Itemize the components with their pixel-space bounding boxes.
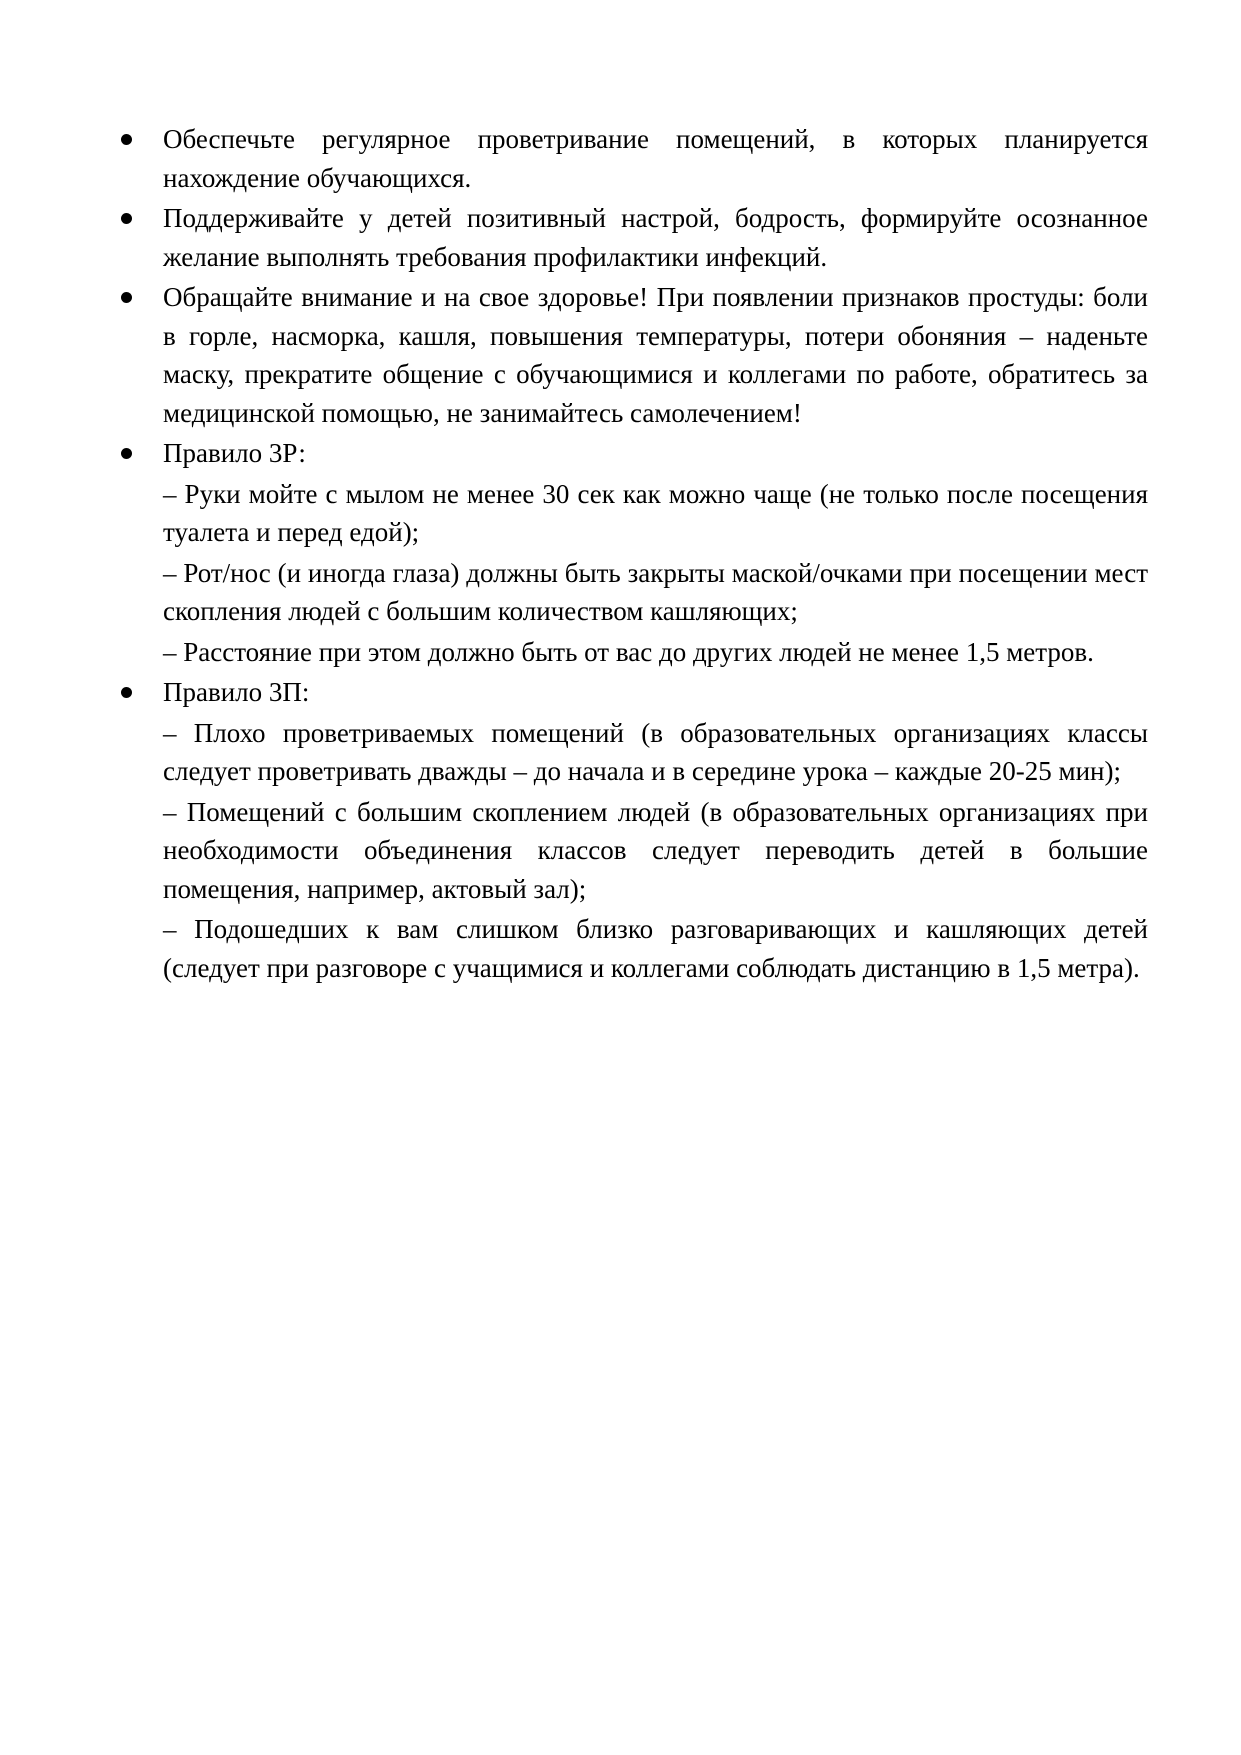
rule-3p-heading: Правило 3П:	[163, 677, 310, 707]
list-item	[163, 673, 1148, 987]
list-item	[163, 434, 1148, 671]
bullet-list	[163, 120, 1148, 987]
rule-3p-line: – Подошедших к вам слишком близко разговаривающих и кашляющих детей (следует при разговоре с учащимися и коллегами соблюдать дистанцию в 1,5 метра).	[163, 914, 1148, 983]
bullet-icon	[121, 292, 132, 303]
list-item-text: Поддерживайте у детей позитивный настрой, бодрость, формируйте осознанное желание выполнять требования профилактики инфекций.	[163, 203, 1148, 272]
list-item-text: Обращайте внимание и на свое здоровье! При появлении признаков простуды: боли в горле, насморка, кашля, повышения температуры, потери обоняния – наденьте маску, прекратите общение с обучающимися и коллегами по работе, обратитесь за медицинской помощью, не занимайтесь самолечением!	[163, 282, 1148, 428]
rule-3p-line: – Помещений с большим скоплением людей (в образовательных организациях при необходимости объединения классов следует переводить детей в большие помещения, например, актовый зал);	[163, 796, 1148, 904]
rule-3r-line: – Руки мойте с мылом не менее 30 сек как можно чаще (не только после посещения туалета и перед едой);	[163, 478, 1148, 547]
bullet-icon	[121, 687, 132, 698]
list-item	[163, 278, 1148, 432]
rule-3r-line: – Рот/нос (и иногда глаза) должны быть закрыты маской/очками при посещении мест скопления людей с большим количеством кашляющих;	[163, 557, 1148, 626]
bullet-icon	[121, 134, 132, 145]
list-item	[163, 199, 1148, 276]
rule-3r-line: – Расстояние при этом должно быть от вас до других людей не менее 1,5 метров.	[163, 636, 1094, 667]
bullet-icon	[121, 448, 132, 459]
bullet-icon	[121, 213, 132, 224]
rule-3r-heading: Правило 3Р:	[163, 438, 306, 468]
document-body	[163, 120, 1148, 989]
list-item-text: Обеспечьте регулярное проветривание помещений, в которых планируется нахождение обучающихся.	[163, 124, 1148, 193]
rule-3p-line: – Плохо проветриваемых помещений (в образовательных организациях классы следует проветривать дважды – до начала и в середине урока – каждые 20-25 мин);	[163, 717, 1148, 786]
list-item	[163, 120, 1148, 197]
